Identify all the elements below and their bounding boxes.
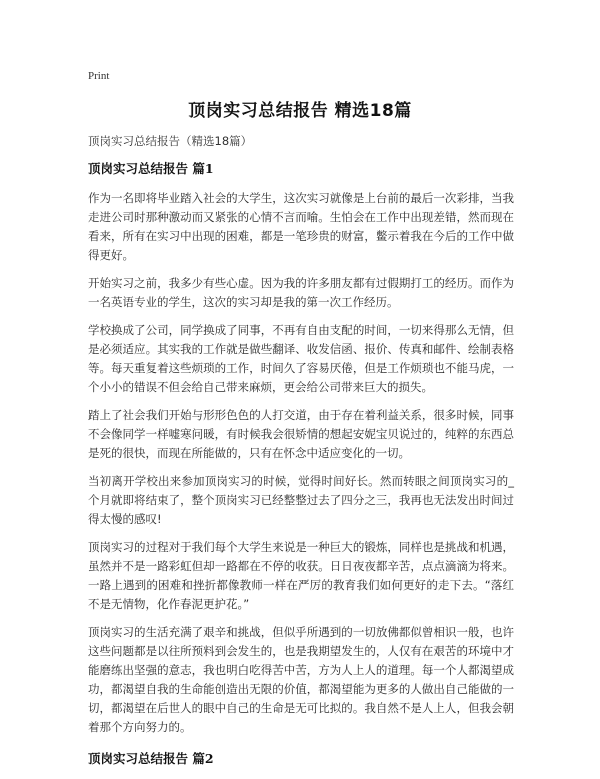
- document-subtitle: 顶岗实习总结报告（精选18篇）: [88, 134, 253, 148]
- section-1: [88, 160, 514, 737]
- paragraph: 当初离开学校出来参加顶岗实习的时候，觉得时间好长。然而转眼之间顶岗实习的_个月就即将结束了，整个顶岗实习已经整整过去了四分之三，我再也无法发出时间过得太慢的感叹!: [88, 474, 514, 526]
- paragraph: 开始实习之前，我多少有些心虚。因为我的许多朋友都有过假期打工的经历。而作为一名英语专业的学生，这次的实习却是我的第一次工作经历。: [88, 276, 514, 309]
- paragraph: 顶岗实习的生活充满了艰辛和挑战，但似乎所遇到的一切放佛都似曾相识一般，也许这些问题都是以往所预料到会发生的，也是我期望发生的，人仅有在艰苦的环境中才能磨练出坚强的意志，我也明白吃得苦中苦，方为人上人的道理。每一个人都渴望成功，都渴望自我的生命能创造出无限的价值，都渴望能为更多的人做出自己能做的一切，都渴望在后世人的眼中自己的生命是无可比拟的。我自然不是人上人，但我会朝着那个方向努力的。: [88, 625, 514, 734]
- section-2: [88, 750, 514, 768]
- document-content: [88, 160, 514, 779]
- paragraph: 学校换成了公司，同学换成了同事，不再有自由支配的时间，一切来得那么无情，但是必须适应。其实我的工作就是做些翻译、收发信函、报价、传真和邮件、绘制表格等。每天重复着这些烦琐的工作，时间久了容易厌倦，但是工作烦琐也不能马虎，一个小小的错误不但会给自己带来麻烦，更会给公司带来巨大的损失。: [88, 323, 514, 394]
- page-title: 顶岗实习总结报告 精选18篇: [188, 101, 412, 121]
- paragraph: 踏上了社会我们开始与形形色色的人打交道，由于存在着利益关系，很多时候，同事不会像同学一样嘘寒问暖，有时候我会很矫情的想起安妮宝贝说过的，纯粹的东西总是死的很快，而现在所能做的，只有在怀念中适应变化的一切。: [88, 408, 514, 460]
- section-heading: 顶岗实习总结报告 篇1: [88, 161, 214, 176]
- paragraph: 顶岗实习的过程对于我们每个大学生来说是一种巨大的锻炼，同样也是挑战和机遇，虽然并不是一路彩虹但却一路都在不停的收获。日日夜夜都辛苦，点点滴滴为将来。一路上遇到的困难和挫折都像教师一样在严厉的教育我们如何更好的走下去。“落红不是无情物，化作春泥更护花。”: [88, 540, 514, 611]
- paragraph: 作为一名即将毕业踏入社会的大学生，这次实习就像是上台前的最后一次彩排，当我走进公司时那种激动而又紧张的心情不言而喻。生怕会在工作中出现差错，然而现在看来，所有在实习中出现的困难，都是一笔珍贵的财富，鳖示着我在今后的工作中做得更好。: [88, 191, 514, 262]
- section-heading: 顶岗实习总结报告 篇2: [88, 751, 214, 766]
- print-label[interactable]: Print: [88, 70, 110, 82]
